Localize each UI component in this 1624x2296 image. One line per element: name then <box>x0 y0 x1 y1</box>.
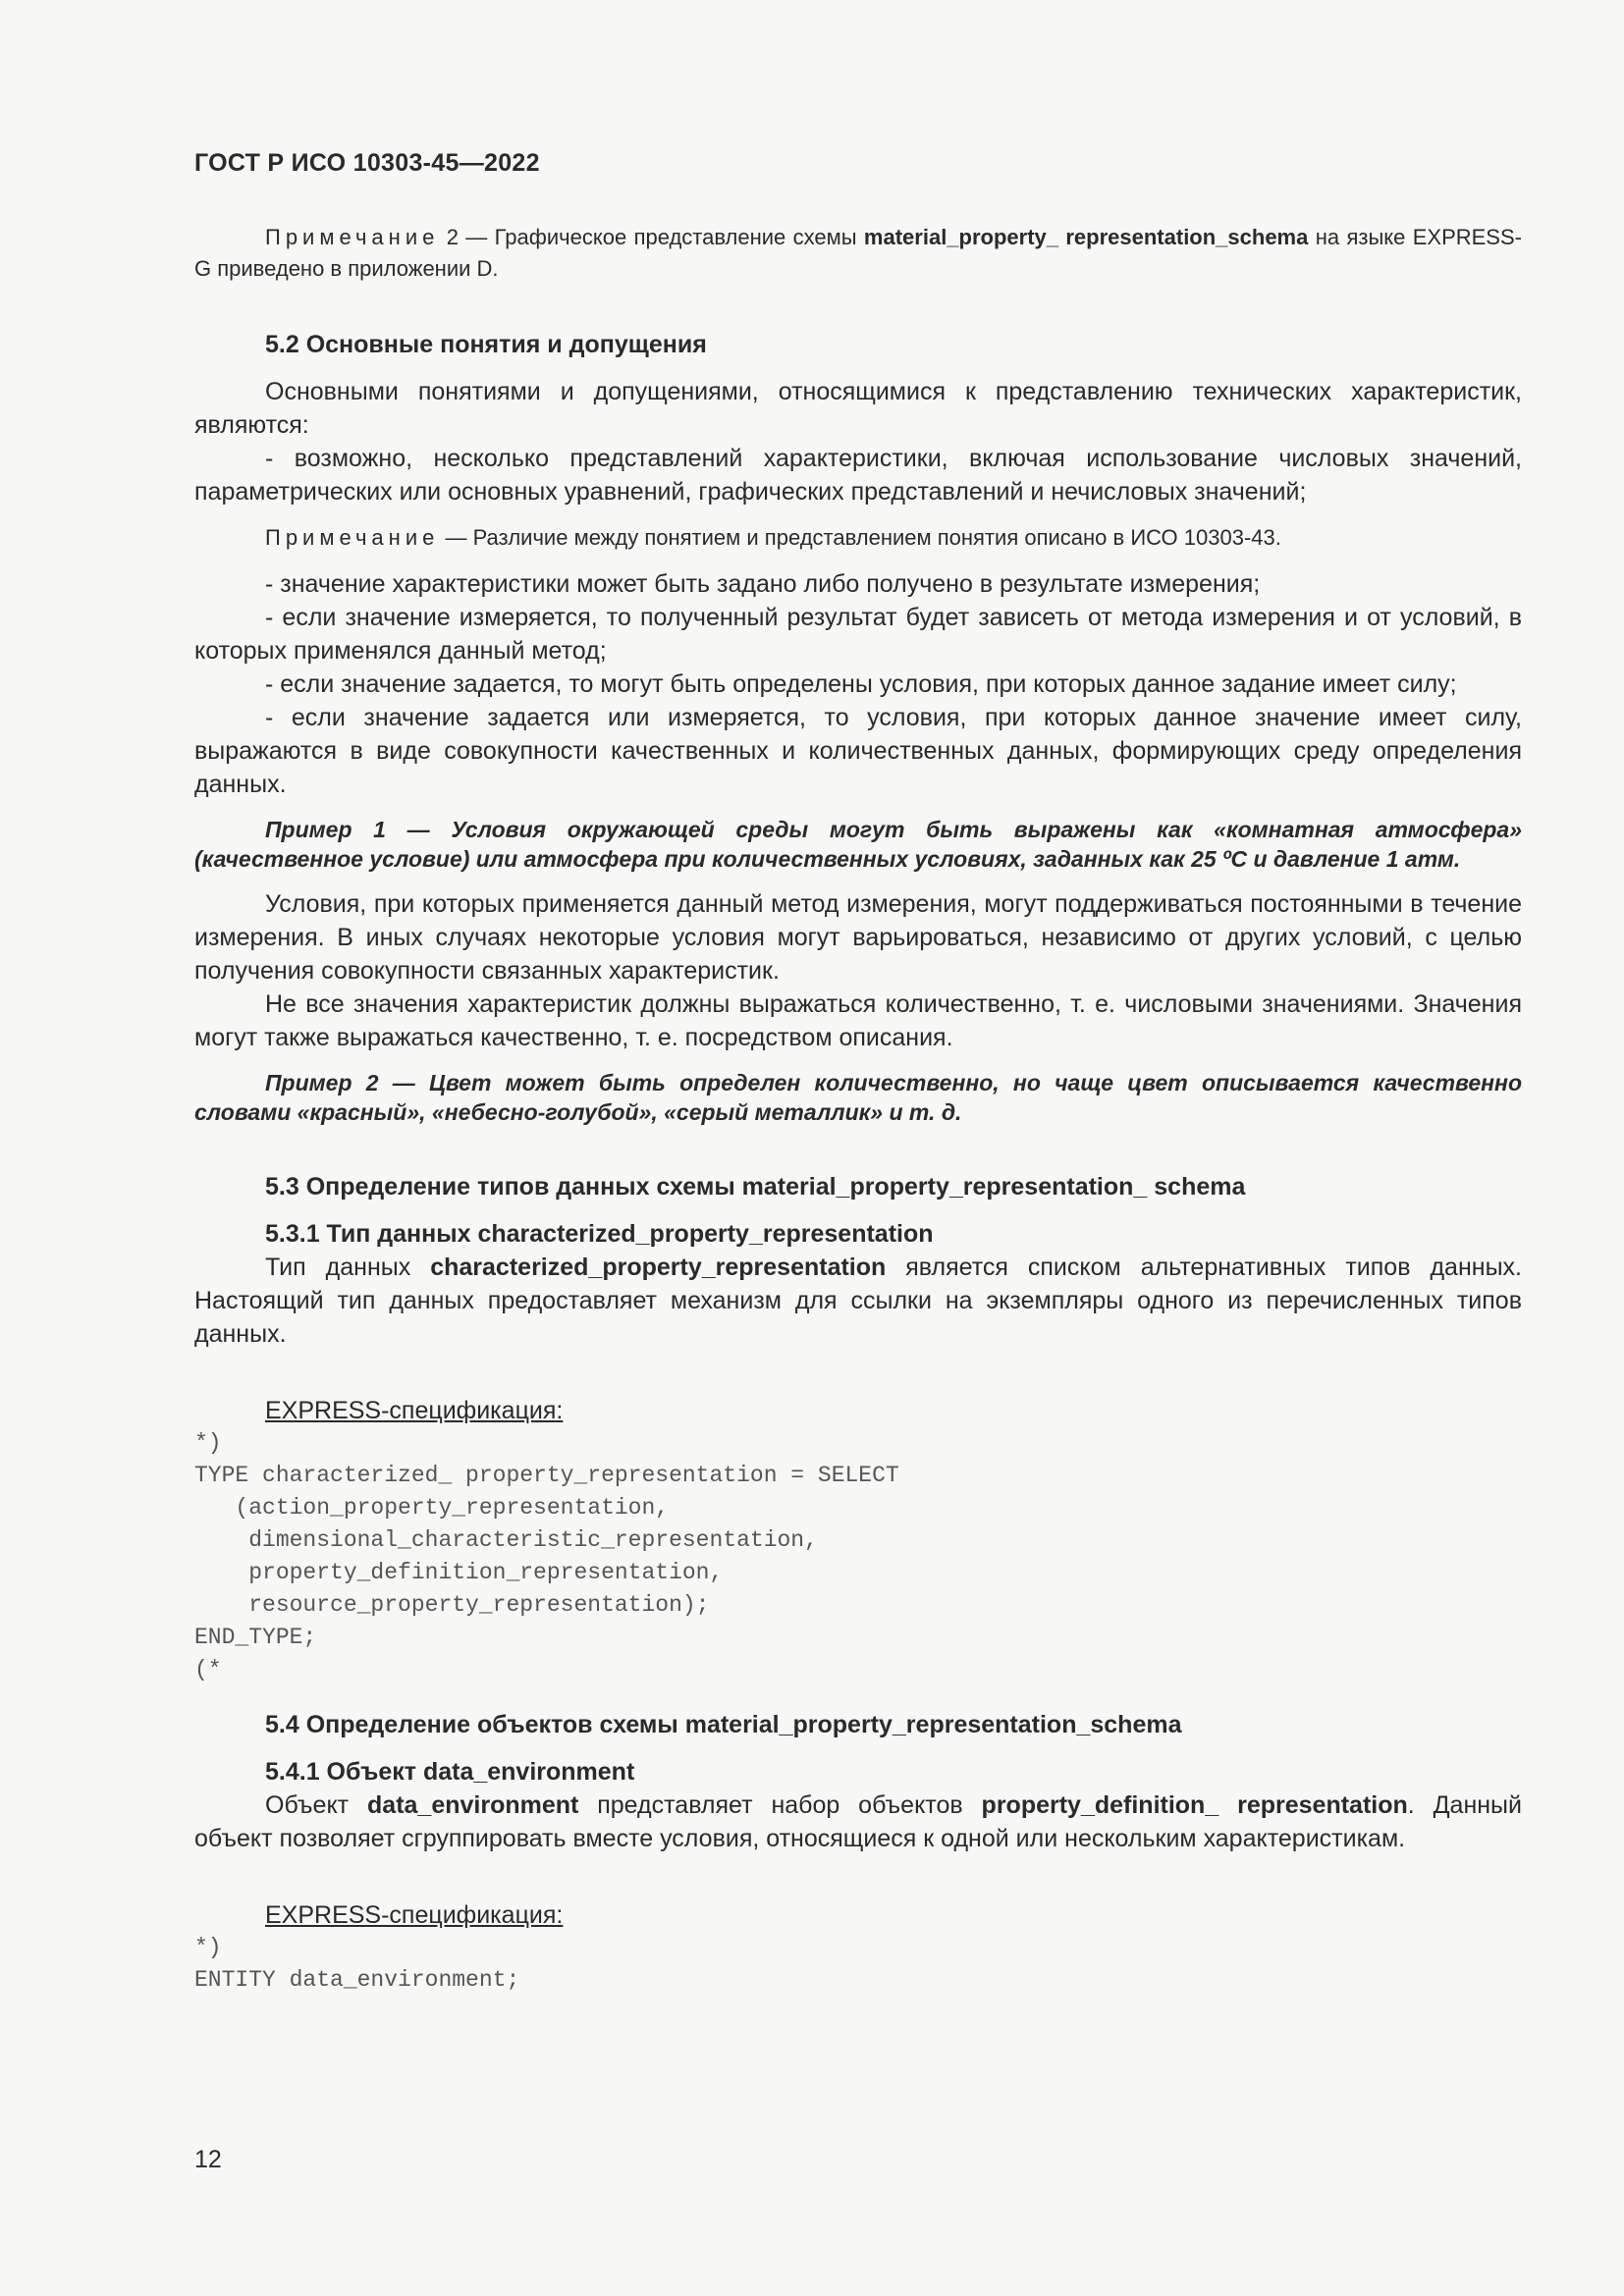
page-content <box>194 222 1522 1997</box>
list-item: - если значение задается или измеряется, то условия, при которых данное значение имеет силу, выражаются в виде совокупности качественных и количественных данных, формирующих среду определения данных. <box>194 704 1522 798</box>
section-5-2-heading: 5.2 Основные понятия и допущения <box>265 331 707 358</box>
note-term: material_property_ representation_schema <box>863 225 1309 249</box>
express-spec-label: EXPRESS-спецификация: <box>265 1901 564 1929</box>
paragraph: Не все значения характеристик должны выражаться количественно, т. е. числовыми значениями. Значения могут также выражаться качественно, т. е. посредством описания. <box>194 990 1522 1051</box>
note-label: Примечание <box>265 225 440 249</box>
note-2: Примечание 2 — Графическое представление схемы material_property_ representation_schema на языке EXPRESS-G приведено в приложении D. <box>194 225 1522 281</box>
section-5-3-1-heading: 5.3.1 Тип данных characterized_property_representation <box>265 1220 934 1248</box>
paragraph-intro: Основными понятиями и допущениями, относящимися к представлению технических характеристик, являются: <box>194 378 1522 439</box>
page-number: 12 <box>194 2146 222 2173</box>
paragraph: Условия, при которых применяется данный метод измерения, могут поддерживаться постоянными в течение измерения. В иных случаях некоторые условия могут варьироваться, независимо от других условий, с целью получения совокупности связанных характеристик. <box>194 890 1522 985</box>
example-2: Пример 2 — Цвет может быть определен количественно, но чаще цвет описывается качественно словами «красный», «небесно-голубой», «серый металлик» и т. д. <box>194 1070 1522 1125</box>
express-spec-label: EXPRESS-спецификация: <box>265 1397 564 1424</box>
paragraph-entity-description: Объект data_environment представляет набор объектов property_definition_ representation. Данный объект позволяет сгруппировать вместе условия, относящиеся к одной или нескольким характеристикам. <box>194 1791 1522 1852</box>
list-item: - возможно, несколько представлений характеристики, включая использование числовых значений, параметрических или основных уравнений, графических представлений и нечисловых значений; <box>194 445 1522 506</box>
section-5-4-1-heading: 5.4.1 Объект data_environment <box>265 1758 635 1786</box>
example-1: Пример 1 — Условия окружающей среды могут быть выражены как «комнатная атмосфера» (качественное условие) или атмосфера при количественных условиях, заданных как 25 ºС и давление 1 атм. <box>194 817 1522 872</box>
section-5-3-heading: 5.3 Определение типов данных схемы material_property_representation_ schema <box>265 1173 1246 1201</box>
paragraph-type-description: Тип данных characterized_property_representation является списком альтернативных типов данных. Настоящий тип данных предоставляет механизм для ссылки на экземпляры одного из перечисленных типов данных. <box>194 1254 1522 1348</box>
section-5-4-heading: 5.4 Определение объектов схемы material_property_representation_schema <box>265 1711 1182 1738</box>
list-item: - значение характеристики может быть задано либо получено в результате измерения; <box>265 570 1261 598</box>
list-item: - если значение задается, то могут быть определены условия, при которых данное задание имеет силу; <box>265 670 1457 698</box>
list-item: - если значение измеряется, то полученный результат будет зависеть от метода измерения и от условий, в которых применялся данный метод; <box>194 604 1522 665</box>
express-code-block: *) ENTITY data_environment; <box>194 1935 520 1993</box>
note-concept: Примечание — Различие между понятием и представлением понятия описано в ИСО 10303-43. <box>265 525 1281 550</box>
document-code-header: ГОСТ Р ИСО 10303-45—2022 <box>194 149 540 177</box>
express-code-block: *) TYPE characterized_ property_representation = SELECT (action_property_representation, dimensional_characteristic_representation, property_definition_representation, resource_property_representation); END_TYPE; (* <box>194 1430 899 1682</box>
